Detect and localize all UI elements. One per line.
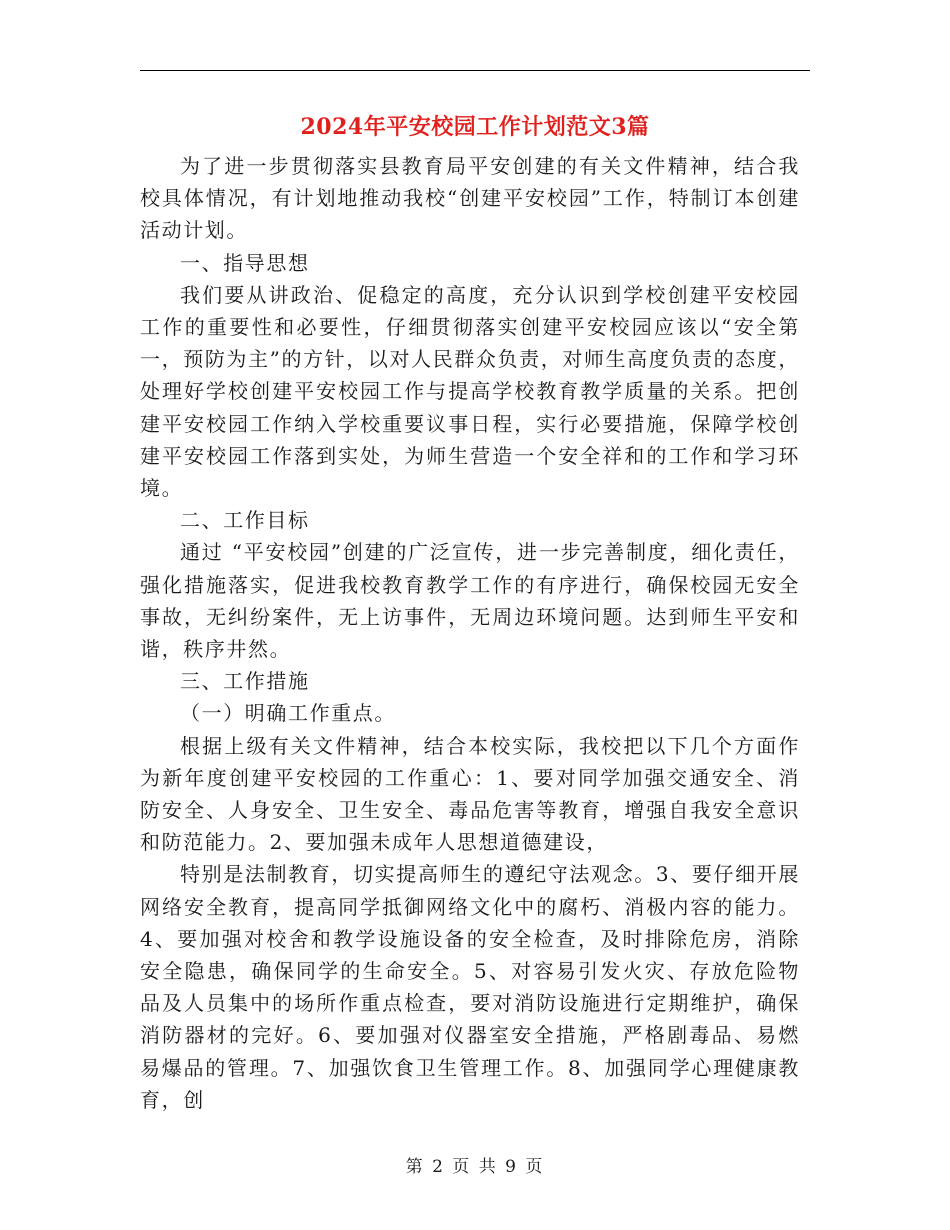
- document-body: [140, 150, 800, 1116]
- paragraph-key-points: 根据上级有关文件精神，结合本校实际，我校把以下几个方面作为新年度创建平安校园的工作重心：1、要对同学加强交通安全、消防安全、人身安全、卫生安全、毒品危害等教育，增强自我安全意识和防范能力。2、要加强未成年人思想道德建设，: [140, 733, 800, 855]
- section-heading-guiding-thought: 一、指导思想: [180, 250, 310, 275]
- document-title: 2024年平安校园工作计划范文3篇: [300, 114, 650, 140]
- paragraph-key-points-continued: 特别是法制教育，切实提高师生的遵纪守法观念。3、要仔细开展网络安全教育，提高同学抵御网络文化中的腐朽、消极内容的能力。4、要加强对校舍和教学设施设备的安全检查，及时排除危房，消除安全隐患，确保同学的生命安全。5、对容易引发火灾、存放危险物品及人员集中的场所作重点检查，要对消防设施进行定期维护，确保消防器材的完好。6、要加强对仪器室安全措施，严格剧毒品、易燃易爆品的管理。7、加强饮食卫生管理工作。8、加强同学心理健康教育，创: [140, 862, 800, 1112]
- paragraph-work-goals: 通过 “平安校园”创建的广泛宣传，进一步完善制度，细化责任，强化措施落实，促进我校教育教学工作的有序进行，确保校园无安全事故，无纠纷案件，无上访事件，无周边环境问题。达到师生平安和谐，秩序井然。: [140, 540, 800, 662]
- section-heading-work-measures: 三、工作措施: [180, 669, 310, 694]
- paragraph-guiding-thought: 我们要从讲政治、促稳定的高度，充分认识到学校创建平安校园工作的重要性和必要性，仔细贯彻落实创建平安校园应该以“安全第一，预防为主”的方针，以对人民群众负责，对师生高度负责的态度，处理好学校创建平安校园工作与提高学校教育教学质量的关系。把创建平安校园工作纳入学校重要议事日程，实行必要措施，保障学校创建平安校园工作落到实处，为师生营造一个安全祥和的工作和学习环境。: [140, 282, 800, 501]
- page-number: 第 2 页 共 9 页: [405, 1157, 545, 1177]
- header-rule: [140, 70, 810, 71]
- paragraph-intro: 为了进一步贯彻落实县教育局平安创建的有关文件精神，结合我校具体情况，有计划地推动我校“创建平安校园”工作，特制订本创建活动计划。: [140, 154, 800, 243]
- section-heading-work-goals: 二、工作目标: [180, 508, 310, 533]
- subsection-heading-key-points: （一）明确工作重点。: [180, 701, 396, 726]
